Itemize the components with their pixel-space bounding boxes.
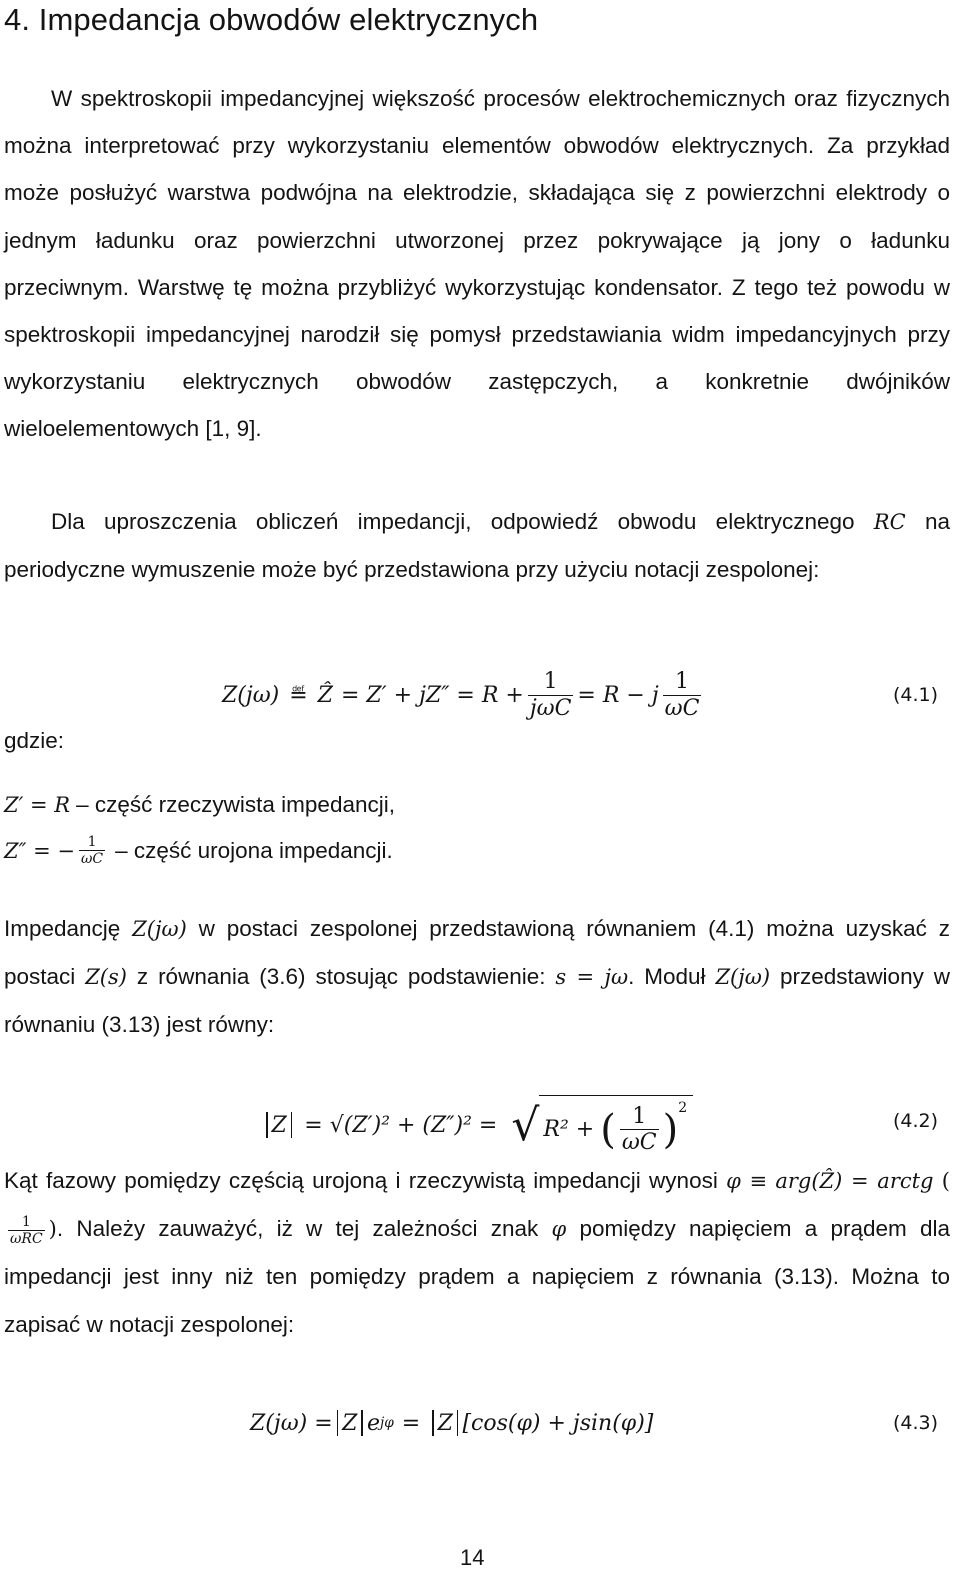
paragraph-intro: W spektroskopii impedancyjnej większość procesów elektrochemicznych oraz fizycznych można interpretować przy wykorzystaniu elementów obwodów elektrycznych. Za przykład może posłużyć warstwa podwójna na elektrodzie, składająca się z powierzchni elektrody o jednym ładunku oraz powierzchni utworzonej przez pokrywające ją jony o ładunku przeciwnym. Warstwę tę można przybliżyć wykorzystując kondensator. Z tego też powodu w spektroskopii impedancyjnej narodził się pomysł przedstawiania widm impedancyjnych przy wykorzystaniu elektrycznych obwodów zastępczych, a konkretnie dwójników wieloelementowych [1, 9].	[4, 86, 950, 442]
p4-paren-left: (	[941, 1169, 950, 1193]
p4-text-2: . Należy zauważyć, iż w tej zależności znak	[56, 1216, 539, 1242]
eq2-r2: R² +	[543, 1117, 595, 1142]
eq1-right: = R − j	[577, 682, 659, 708]
p4-math-phi-equiv: φ ≡	[726, 1169, 768, 1193]
eq2-radicand	[539, 1095, 693, 1156]
p3-math-3: s = jω	[555, 965, 629, 990]
p4-frac-numerator: 1	[8, 1214, 45, 1231]
rc-symbol: RC	[873, 510, 906, 534]
eq1-fraction-2	[663, 669, 702, 721]
equation-number-4-2: (4.2)	[893, 1110, 939, 1132]
p3-text-2: w postaci zespolonej przedstawioną równaniem (4.1) można uzyskać z postaci	[4, 916, 950, 990]
eq3-mod2: Z	[437, 1410, 453, 1436]
definition-real-part	[4, 792, 395, 818]
section-heading: 4. Impedancja obwodów elektrycznych	[4, 2, 539, 37]
p4-fraction	[8, 1214, 45, 1247]
real-part-text: – część rzeczywista impedancji,	[76, 792, 395, 817]
paragraph-rc-text: Dla uproszczenia obliczeń impedancji, odpowiedź obwodu elektrycznego	[51, 509, 855, 534]
eq3-mod1: Z	[342, 1410, 358, 1436]
eq1-equiv-symbol: ≝	[289, 682, 308, 708]
p4-text-1: Kąt fazowy pomiędzy częścią urojoną i rzeczywistą impedancji wynosi	[4, 1168, 718, 1193]
p4-frac-denominator: ωRC	[10, 1230, 43, 1247]
imag-part-math: Z″ = −	[4, 838, 75, 863]
eq2-frac-numerator: 1	[620, 1104, 659, 1130]
eq2-paren-left: (	[600, 1106, 616, 1153]
equation-4-2	[262, 1085, 693, 1165]
eq2-middle: = √(Z′)² + (Z″)² =	[304, 1112, 498, 1138]
imag-part-text: – część urojona impedancji.	[115, 837, 393, 863]
page-number: 14	[460, 1545, 485, 1570]
p3-math-2: Z(s)	[85, 965, 127, 990]
p4-text-3: pomiędzy napięciem a prądem dla impedancji jest inny niż ten pomiędzy prądem a napięciem z równania (3.13). Można to zapisać w notacji zespolonej:	[4, 1216, 950, 1337]
eq2-exponent: 2	[678, 1099, 688, 1116]
eq1-zhat: Ẑ	[317, 682, 333, 708]
eq3-abs-bar-1	[337, 1410, 339, 1436]
eq2-abs-bar-right	[291, 1112, 293, 1138]
eq3-exponent: jφ	[379, 1415, 394, 1431]
imag-frac-numerator: 1	[79, 834, 105, 851]
paragraph-rc-notation	[4, 498, 950, 593]
eq1-frac2-numerator: 1	[663, 669, 702, 695]
eq2-paren-right: )	[662, 1106, 679, 1153]
eq2-fraction	[620, 1104, 659, 1156]
eq1-frac1-denominator: jωC	[529, 695, 572, 721]
gdzie-label: gdzie:	[4, 728, 65, 753]
equation-number-4-1: (4.1)	[893, 684, 939, 706]
p3-text-1: Impedancję	[4, 916, 121, 941]
paragraph-modulus	[4, 905, 950, 1049]
eq3-rhs: [cos(φ) + jsin(φ)]	[462, 1410, 654, 1436]
p3-text-4: . Moduł	[628, 964, 706, 990]
p3-text-3: z równania (3.6) stosując podstawienie:	[136, 964, 546, 990]
eq3-abs-bar-4	[457, 1410, 459, 1436]
equation-4-1	[222, 660, 705, 730]
eq3-lhs: Z(jω) =	[250, 1410, 333, 1436]
p4-math-phi: φ	[551, 1217, 567, 1242]
p3-math-4: Z(jω)	[715, 965, 771, 990]
eq1-frac2-denominator: ωC	[664, 695, 700, 721]
eq1-middle: = Z′ + jZ″ = R +	[340, 682, 524, 708]
real-part-math: Z′ = R	[4, 793, 71, 817]
imag-part-fraction	[79, 834, 105, 867]
p3-text-5: przedstawiony w równaniu (3.13) jest równy:	[4, 964, 950, 1038]
eq1-lhs: Z(jω)	[222, 682, 280, 708]
equation-number-4-3: (4.3)	[893, 1412, 939, 1434]
p4-paren-right: )	[48, 1217, 57, 1242]
eq2-abs-bar-left	[266, 1112, 268, 1138]
definition-imaginary-part	[4, 834, 393, 867]
p4-math-arg: arg(Ẑ) = arctg	[775, 1169, 934, 1193]
eq2-sqrt-icon: √	[511, 1099, 540, 1151]
eq3-abs-bar-2	[361, 1410, 363, 1436]
eq2-modz: Z	[271, 1112, 287, 1138]
eq3-exp-base: e	[366, 1410, 380, 1436]
paragraph-rc-text-after: na periodyczne wymuszenie może być przedstawiona przy użyciu notacji zespolonej:	[4, 509, 950, 583]
eq1-frac1-numerator: 1	[528, 669, 574, 695]
equation-4-3	[250, 1403, 653, 1443]
eq3-equals: =	[401, 1410, 421, 1436]
eq1-fraction-1	[528, 669, 574, 721]
paragraph-phase-angle	[4, 1157, 950, 1348]
eq2-frac-denominator: ωC	[621, 1130, 657, 1155]
eq3-abs-bar-3	[432, 1410, 434, 1436]
p3-math-1: Z(jω)	[132, 917, 187, 941]
imag-frac-denominator: ωC	[80, 851, 104, 868]
